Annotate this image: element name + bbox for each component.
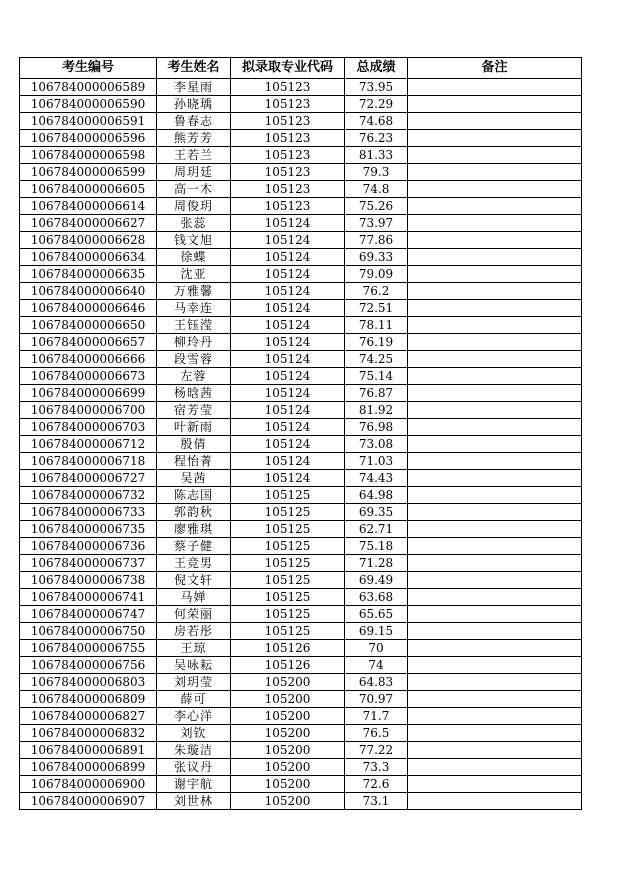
cell-candidate-id: 106784000006646 (20, 300, 157, 317)
cell-candidate-name: 何荣丽 (157, 606, 231, 623)
header-total-score: 总成绩 (345, 58, 408, 79)
cell-candidate-id: 106784000006635 (20, 266, 157, 283)
cell-total-score: 73.97 (345, 215, 408, 232)
cell-total-score: 73.95 (345, 79, 408, 96)
cell-candidate-id: 106784000006650 (20, 317, 157, 334)
cell-remarks (408, 538, 582, 555)
cell-remarks (408, 368, 582, 385)
cell-total-score: 74.25 (345, 351, 408, 368)
cell-remarks (408, 232, 582, 249)
cell-major-code: 105125 (231, 487, 345, 504)
cell-remarks (408, 79, 582, 96)
table-row (20, 368, 582, 385)
cell-candidate-name: 万雅馨 (157, 283, 231, 300)
cell-candidate-id: 106784000006736 (20, 538, 157, 555)
header-major-code: 拟录取专业代码 (231, 58, 345, 79)
cell-remarks (408, 147, 582, 164)
cell-total-score: 69.49 (345, 572, 408, 589)
table-row (20, 691, 582, 708)
cell-candidate-id: 106784000006596 (20, 130, 157, 147)
cell-remarks (408, 249, 582, 266)
cell-candidate-name: 刘玥莹 (157, 674, 231, 691)
cell-major-code: 105123 (231, 198, 345, 215)
table-row (20, 538, 582, 555)
cell-total-score: 75.26 (345, 198, 408, 215)
cell-candidate-name: 李心洋 (157, 708, 231, 725)
table-row (20, 793, 582, 810)
cell-total-score: 69.15 (345, 623, 408, 640)
cell-major-code: 105124 (231, 385, 345, 402)
table-row (20, 674, 582, 691)
cell-candidate-id: 106784000006590 (20, 96, 157, 113)
cell-remarks (408, 385, 582, 402)
table-row (20, 215, 582, 232)
cell-candidate-id: 106784000006627 (20, 215, 157, 232)
cell-total-score: 69.33 (345, 249, 408, 266)
cell-candidate-id: 106784000006666 (20, 351, 157, 368)
cell-total-score: 79.09 (345, 266, 408, 283)
cell-total-score: 76.19 (345, 334, 408, 351)
table-row (20, 487, 582, 504)
cell-candidate-id: 106784000006747 (20, 606, 157, 623)
cell-candidate-id: 106784000006741 (20, 589, 157, 606)
cell-total-score: 71.03 (345, 453, 408, 470)
cell-major-code: 105200 (231, 674, 345, 691)
table-row (20, 504, 582, 521)
cell-candidate-id: 106784000006640 (20, 283, 157, 300)
cell-remarks (408, 640, 582, 657)
table-row (20, 657, 582, 674)
cell-total-score: 70 (345, 640, 408, 657)
cell-candidate-id: 106784000006673 (20, 368, 157, 385)
cell-candidate-name: 高一木 (157, 181, 231, 198)
cell-candidate-name: 王琼 (157, 640, 231, 657)
cell-remarks (408, 657, 582, 674)
cell-major-code: 105124 (231, 215, 345, 232)
cell-remarks (408, 487, 582, 504)
cell-total-score: 76.2 (345, 283, 408, 300)
cell-major-code: 105126 (231, 640, 345, 657)
cell-remarks (408, 776, 582, 793)
cell-total-score: 75.18 (345, 538, 408, 555)
table-row (20, 555, 582, 572)
header-candidate-id: 考生编号 (20, 58, 157, 79)
cell-major-code: 105124 (231, 453, 345, 470)
header-row (20, 58, 582, 79)
cell-candidate-name: 王钰滢 (157, 317, 231, 334)
cell-major-code: 105123 (231, 164, 345, 181)
cell-candidate-name: 郭韵秋 (157, 504, 231, 521)
cell-candidate-name: 鲁春志 (157, 113, 231, 130)
cell-major-code: 105200 (231, 759, 345, 776)
cell-candidate-id: 106784000006755 (20, 640, 157, 657)
cell-total-score: 76.87 (345, 385, 408, 402)
cell-candidate-id: 106784000006614 (20, 198, 157, 215)
cell-total-score: 77.86 (345, 232, 408, 249)
cell-remarks (408, 521, 582, 538)
cell-remarks (408, 215, 582, 232)
table-row (20, 606, 582, 623)
cell-major-code: 105124 (231, 266, 345, 283)
cell-candidate-id: 106784000006738 (20, 572, 157, 589)
admission-table (19, 57, 582, 810)
cell-candidate-name: 廖雅琪 (157, 521, 231, 538)
cell-total-score: 81.92 (345, 402, 408, 419)
cell-major-code: 105124 (231, 317, 345, 334)
header-candidate-name: 考生姓名 (157, 58, 231, 79)
cell-major-code: 105124 (231, 351, 345, 368)
cell-total-score: 77.22 (345, 742, 408, 759)
cell-remarks (408, 572, 582, 589)
cell-total-score: 71.7 (345, 708, 408, 725)
cell-total-score: 74 (345, 657, 408, 674)
cell-major-code: 105125 (231, 623, 345, 640)
cell-candidate-name: 刘钦 (157, 725, 231, 742)
cell-major-code: 105124 (231, 470, 345, 487)
cell-candidate-name: 李星雨 (157, 79, 231, 96)
cell-total-score: 76.98 (345, 419, 408, 436)
cell-candidate-name: 吴咏耘 (157, 657, 231, 674)
cell-total-score: 63.68 (345, 589, 408, 606)
cell-major-code: 105200 (231, 725, 345, 742)
table-row (20, 300, 582, 317)
table-row (20, 164, 582, 181)
cell-candidate-name: 王竞男 (157, 555, 231, 572)
cell-candidate-id: 106784000006737 (20, 555, 157, 572)
table-row (20, 198, 582, 215)
cell-candidate-name: 周俊玥 (157, 198, 231, 215)
cell-candidate-id: 106784000006735 (20, 521, 157, 538)
cell-remarks (408, 181, 582, 198)
cell-candidate-id: 106784000006891 (20, 742, 157, 759)
cell-candidate-id: 106784000006907 (20, 793, 157, 810)
table-body (20, 79, 582, 810)
table-row (20, 572, 582, 589)
cell-candidate-name: 杨晗茜 (157, 385, 231, 402)
cell-remarks (408, 419, 582, 436)
cell-remarks (408, 674, 582, 691)
cell-candidate-name: 吴茜 (157, 470, 231, 487)
table-row (20, 181, 582, 198)
cell-major-code: 105124 (231, 402, 345, 419)
cell-candidate-name: 钱文旭 (157, 232, 231, 249)
cell-candidate-id: 106784000006718 (20, 453, 157, 470)
cell-remarks (408, 130, 582, 147)
cell-candidate-id: 106784000006832 (20, 725, 157, 742)
cell-total-score: 64.83 (345, 674, 408, 691)
cell-major-code: 105123 (231, 96, 345, 113)
cell-total-score: 65.65 (345, 606, 408, 623)
cell-total-score: 74.43 (345, 470, 408, 487)
cell-remarks (408, 725, 582, 742)
cell-total-score: 69.35 (345, 504, 408, 521)
cell-total-score: 73.1 (345, 793, 408, 810)
table-row (20, 776, 582, 793)
cell-candidate-id: 106784000006900 (20, 776, 157, 793)
cell-total-score: 74.68 (345, 113, 408, 130)
cell-major-code: 105123 (231, 147, 345, 164)
cell-candidate-name: 倪文轩 (157, 572, 231, 589)
cell-candidate-name: 程怡菁 (157, 453, 231, 470)
cell-candidate-name: 王若兰 (157, 147, 231, 164)
cell-candidate-name: 左蓉 (157, 368, 231, 385)
cell-candidate-name: 朱璇洁 (157, 742, 231, 759)
table-row (20, 623, 582, 640)
cell-major-code: 105124 (231, 368, 345, 385)
cell-candidate-id: 106784000006598 (20, 147, 157, 164)
cell-candidate-id: 106784000006750 (20, 623, 157, 640)
table-row (20, 742, 582, 759)
cell-total-score: 71.28 (345, 555, 408, 572)
table-row (20, 385, 582, 402)
cell-major-code: 105200 (231, 742, 345, 759)
header-remarks: 备注 (408, 58, 582, 79)
cell-candidate-name: 沈亚 (157, 266, 231, 283)
cell-candidate-name: 谢宇航 (157, 776, 231, 793)
cell-remarks (408, 317, 582, 334)
cell-candidate-name: 马幸连 (157, 300, 231, 317)
table-row (20, 232, 582, 249)
cell-remarks (408, 759, 582, 776)
cell-remarks (408, 266, 582, 283)
cell-remarks (408, 96, 582, 113)
cell-major-code: 105200 (231, 776, 345, 793)
cell-major-code: 105123 (231, 181, 345, 198)
cell-major-code: 105200 (231, 793, 345, 810)
cell-remarks (408, 283, 582, 300)
cell-candidate-name: 段雪蓉 (157, 351, 231, 368)
cell-total-score: 81.33 (345, 147, 408, 164)
cell-major-code: 105124 (231, 283, 345, 300)
table-row (20, 96, 582, 113)
cell-major-code: 105125 (231, 538, 345, 555)
cell-candidate-name: 柳玲丹 (157, 334, 231, 351)
cell-remarks (408, 351, 582, 368)
cell-total-score: 70.97 (345, 691, 408, 708)
cell-remarks (408, 334, 582, 351)
table-row (20, 79, 582, 96)
cell-major-code: 105124 (231, 249, 345, 266)
cell-major-code: 105123 (231, 79, 345, 96)
cell-candidate-name: 熊芳芳 (157, 130, 231, 147)
table-row (20, 640, 582, 657)
cell-remarks (408, 708, 582, 725)
cell-candidate-name: 张蕊 (157, 215, 231, 232)
cell-major-code: 105123 (231, 113, 345, 130)
cell-total-score: 72.29 (345, 96, 408, 113)
cell-major-code: 105124 (231, 300, 345, 317)
cell-major-code: 105126 (231, 657, 345, 674)
cell-candidate-id: 106784000006599 (20, 164, 157, 181)
cell-major-code: 105124 (231, 232, 345, 249)
cell-major-code: 105200 (231, 691, 345, 708)
cell-total-score: 64.98 (345, 487, 408, 504)
cell-total-score: 76.5 (345, 725, 408, 742)
cell-candidate-name: 徐蝶 (157, 249, 231, 266)
cell-candidate-id: 106784000006803 (20, 674, 157, 691)
cell-total-score: 62.71 (345, 521, 408, 538)
cell-major-code: 105124 (231, 334, 345, 351)
table-row (20, 334, 582, 351)
table-row (20, 708, 582, 725)
cell-candidate-id: 106784000006756 (20, 657, 157, 674)
cell-candidate-id: 106784000006809 (20, 691, 157, 708)
cell-candidate-id: 106784000006699 (20, 385, 157, 402)
table-row (20, 283, 582, 300)
table-row (20, 113, 582, 130)
cell-candidate-id: 106784000006700 (20, 402, 157, 419)
table-row (20, 351, 582, 368)
cell-remarks (408, 300, 582, 317)
cell-major-code: 105125 (231, 606, 345, 623)
cell-remarks (408, 164, 582, 181)
cell-total-score: 72.51 (345, 300, 408, 317)
cell-remarks (408, 198, 582, 215)
cell-candidate-id: 106784000006591 (20, 113, 157, 130)
cell-candidate-id: 106784000006657 (20, 334, 157, 351)
cell-remarks (408, 453, 582, 470)
cell-candidate-id: 106784000006827 (20, 708, 157, 725)
cell-remarks (408, 402, 582, 419)
cell-major-code: 105125 (231, 555, 345, 572)
cell-major-code: 105200 (231, 708, 345, 725)
cell-candidate-id: 106784000006605 (20, 181, 157, 198)
cell-candidate-name: 张议丹 (157, 759, 231, 776)
cell-total-score: 75.14 (345, 368, 408, 385)
table-row (20, 521, 582, 538)
cell-total-score: 73.3 (345, 759, 408, 776)
cell-candidate-id: 106784000006703 (20, 419, 157, 436)
cell-remarks (408, 504, 582, 521)
cell-candidate-name: 孙晓瑀 (157, 96, 231, 113)
cell-candidate-id: 106784000006733 (20, 504, 157, 521)
cell-candidate-name: 蔡子健 (157, 538, 231, 555)
cell-remarks (408, 113, 582, 130)
cell-remarks (408, 606, 582, 623)
cell-total-score: 78.11 (345, 317, 408, 334)
cell-remarks (408, 623, 582, 640)
cell-major-code: 105125 (231, 521, 345, 538)
cell-major-code: 105125 (231, 572, 345, 589)
cell-candidate-id: 106784000006628 (20, 232, 157, 249)
cell-total-score: 76.23 (345, 130, 408, 147)
cell-major-code: 105124 (231, 419, 345, 436)
table-row (20, 419, 582, 436)
table-row (20, 589, 582, 606)
cell-candidate-name: 薛可 (157, 691, 231, 708)
cell-candidate-name: 殷倩 (157, 436, 231, 453)
cell-candidate-name: 陈志国 (157, 487, 231, 504)
table-row (20, 249, 582, 266)
table-row (20, 130, 582, 147)
cell-major-code: 105124 (231, 436, 345, 453)
table-row (20, 402, 582, 419)
cell-candidate-id: 106784000006634 (20, 249, 157, 266)
cell-total-score: 73.08 (345, 436, 408, 453)
cell-total-score: 72.6 (345, 776, 408, 793)
cell-candidate-name: 刘世林 (157, 793, 231, 810)
cell-major-code: 105123 (231, 130, 345, 147)
cell-remarks (408, 691, 582, 708)
cell-candidate-name: 房若彤 (157, 623, 231, 640)
cell-candidate-name: 马婵 (157, 589, 231, 606)
cell-candidate-id: 106784000006732 (20, 487, 157, 504)
cell-remarks (408, 589, 582, 606)
cell-candidate-id: 106784000006589 (20, 79, 157, 96)
table-row (20, 470, 582, 487)
cell-total-score: 79.3 (345, 164, 408, 181)
cell-candidate-id: 106784000006712 (20, 436, 157, 453)
cell-candidate-name: 周玥廷 (157, 164, 231, 181)
table-row (20, 725, 582, 742)
cell-major-code: 105125 (231, 589, 345, 606)
cell-candidate-name: 叶新雨 (157, 419, 231, 436)
table-row (20, 266, 582, 283)
cell-remarks (408, 470, 582, 487)
cell-candidate-id: 106784000006727 (20, 470, 157, 487)
cell-remarks (408, 793, 582, 810)
cell-remarks (408, 436, 582, 453)
cell-candidate-name: 宿芳莹 (157, 402, 231, 419)
cell-remarks (408, 742, 582, 759)
table-row (20, 147, 582, 164)
cell-candidate-id: 106784000006899 (20, 759, 157, 776)
table-row (20, 453, 582, 470)
table-row (20, 759, 582, 776)
cell-total-score: 74.8 (345, 181, 408, 198)
cell-major-code: 105125 (231, 504, 345, 521)
table-row (20, 436, 582, 453)
cell-remarks (408, 555, 582, 572)
table-row (20, 317, 582, 334)
